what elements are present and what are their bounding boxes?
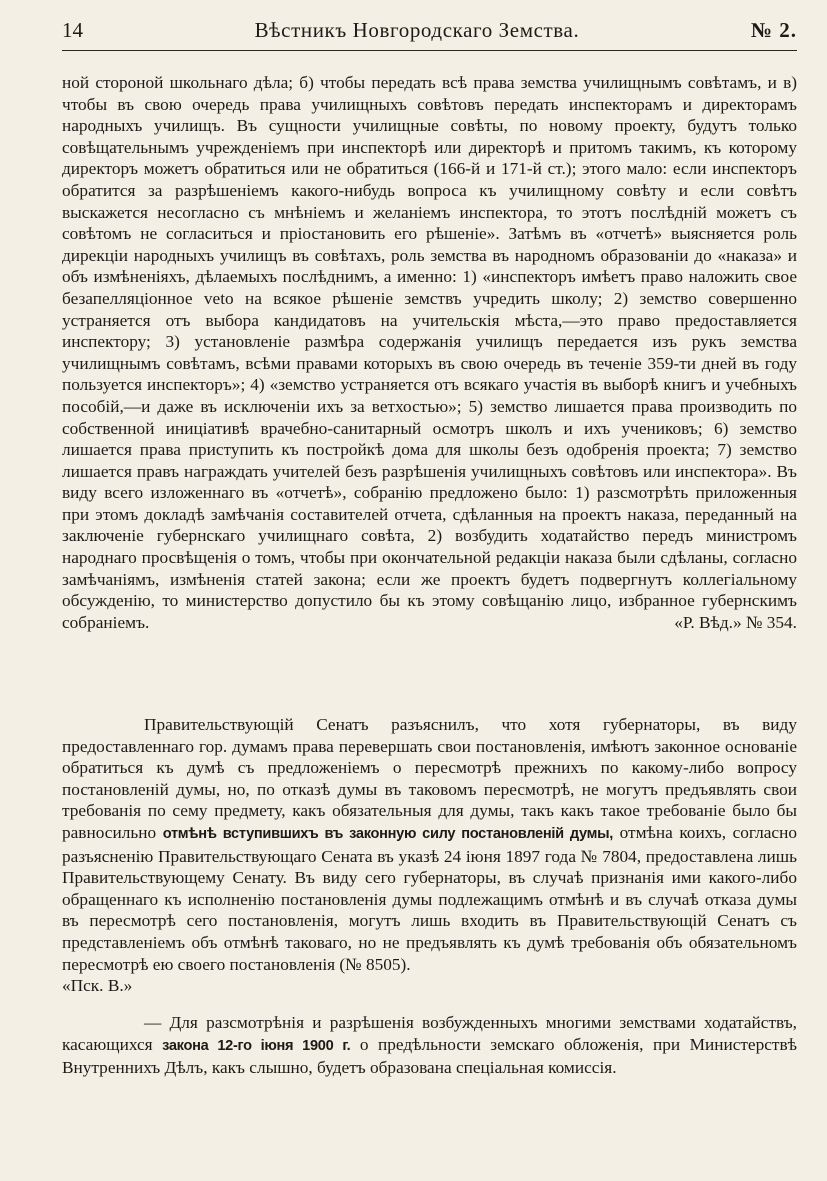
article-text: о предѣльности земскаго обложенія, при Министерствѣ Внутреннихъ Дѣлъ, какъ слышно, будетъ образована спеціальная комиссія.	[62, 1034, 797, 1078]
article-text: Правительствующій Сенатъ разъяснилъ, что хотя губернаторы, въ виду предоставленнаго гор. думамъ права перевершать свои постановленія, имѣютъ законное основаніе обратиться къ думѣ съ предложеніемъ о пересмотрѣ прежнихъ по какому-либо вопросу постановленій думы, но, по отказѣ думы въ таковомъ пересмотрѣ, не могутъ предъявлять свои требованія по сему предмету, какъ обязательныя для думы, такъ какъ такое требованіе было бы равносильно	[62, 715, 797, 842]
article-source: «Р. Вѣд.» № 354.	[674, 612, 797, 632]
article-body	[62, 1012, 797, 1079]
article-body	[62, 714, 797, 975]
article-school-nakaz	[62, 72, 797, 633]
article-text: — Для разсмотрѣнія и разрѣшенія возбужденныхъ многими земствами ходатайствъ, касающихся	[62, 1013, 797, 1054]
running-header	[62, 18, 797, 48]
article-commission-news	[62, 1012, 797, 1079]
article-senate-ruling	[62, 714, 797, 997]
journal-title: Вѣстникъ Новгородскаго Земства.	[254, 18, 580, 42]
emphasized-text: отмѣнѣ вступившихъ въ законную силу постановленій думы,	[162, 825, 614, 842]
issue-number: № 2.	[750, 18, 797, 42]
header-rule	[62, 50, 797, 51]
article-text: ной стороной школьнаго дѣла; б) чтобы передать всѣ права земства училищнымъ совѣтамъ, и в) чтобы въ свою очередь права училищныхъ совѣтовъ передать инспекторамъ и директорамъ народныхъ училищъ. Въ сущности училищные совѣты, по новому проекту, будутъ только совѣщательнымъ учрежденіемъ при инспекторѣ или директорѣ и притомъ такимъ, къ которому директоръ можетъ обратиться или не обратиться (166-й и 171-й ст.); этого мало: если инспекторъ обратится за разрѣшеніемъ какого-нибудь вопроса къ училищному совѣту и если совѣтъ выскажется несогласно съ мнѣніемъ и желаніемъ инспектора, то этотъ послѣдній можетъ съ совѣтомъ не согласиться и пріостановить его рѣшеніе». Затѣмъ въ «отчетѣ» выясняется роль дирекціи народныхъ училищъ въ совѣтахъ, роль земства въ народномъ образованіи до «наказа» и объ измѣненіяхъ, дѣлаемыхъ послѣднимъ, а именно: 1) «инспекторъ имѣетъ право наложить свое безапелляціонное veto на всякое рѣшеніе земствъ учредить школу; 2) земство совершенно устраняется отъ выбора кандидатовъ на учительскія мѣста,—это право предоставляется инспектору; 3) установленіе размѣра содержанія училищъ передается изъ рукъ земства училищнымъ совѣтамъ, всѣми правами которыхъ въ свою очередь въ теченіе 359-ти дней въ году пользуется инспекторъ»; 4) «земство устраняется отъ всякаго участія въ выборѣ книгъ и учебныхъ пособій,—и даже въ исключеніи ихъ за ветхостью»; 5) земство лишается права производить по собственной иниціативѣ врачебно-санитарный осмотръ школъ и ихъ учениковъ; 6) земство лишается права приступить къ постройкѣ дома для школы безъ одобренія проекта; 7) земство лишается правъ награждать учителей безъ разрѣшенія училищныхъ совѣтовъ или инспектора». Въ виду всего изложеннаго въ «отчетѣ», собранію предложено было: 1) разсмотрѣть приложенныя при этомъ докладѣ замѣчанія составителей отчета, сдѣланныя на проектъ наказа, переданный на заключеніе губернскаго училищнаго совѣта, 2) возбудить ходатайство передъ министромъ народнаго просвѣщенія о томъ, чтобы при окончательной редакціи наказа были сдѣланы, согласно замѣчаніямъ, измѣненія статей закона; если же проектъ будетъ подвергнутъ коллегіальному обсужденію, то министерство допустило бы къ этому совѣщанію лицо, избранное губернскимъ собраніемъ.	[62, 73, 797, 632]
emphasized-text: закона 12-го іюня 1900 г.	[162, 1037, 351, 1054]
page-number: 14	[62, 18, 83, 42]
article-text: отмѣна коихъ, согласно разъясненію Правительствующаго Сената въ указѣ 24 іюня 1897 года № 7804, предоставлена лишь Правительствующему Сенату. Въ виду сего губернаторы, въ случаѣ признанія ими какого-либо обращеннаго къ исполненію постановленія думы подлежащимъ отмѣнѣ и въ случаѣ отказа думы въ пересмотрѣ сего постановленія, могутъ лишь входить въ Правительствующій Сенатъ съ представленіемъ объ отмѣнѣ таковаго, но не предъявлять къ думѣ требованія объ обязательномъ пересмотрѣ ею своего постановленія (№ 8505).	[62, 822, 797, 974]
article-body	[62, 72, 797, 633]
article-source: «Пск. В.»	[62, 976, 133, 996]
